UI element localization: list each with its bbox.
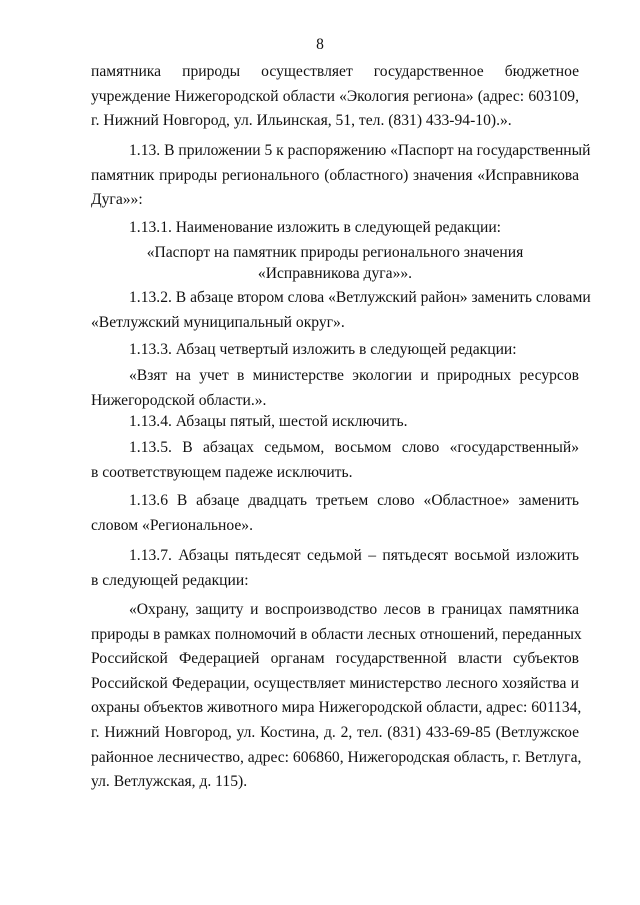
page-number: 8 [316, 36, 324, 53]
text-line: районное лесничество, адрес: 606860, Нижегородская область, г. Ветлуга, [91, 748, 582, 766]
text-line: Российской Федерации, осуществляет министерство лесного хозяйства и [91, 674, 579, 692]
text-line: 1.13.3. Абзац четвертый изложить в следующей редакции: [129, 341, 517, 358]
text-line: ул. Ветлужская, д. 115). [91, 773, 248, 791]
text-line: «Ветлужский муниципальный округ». [91, 313, 345, 331]
text-line: памятника природы осуществляет государственное бюджетное [91, 63, 579, 80]
text-line: «Охрану, защиту и воспроизводство лесов в границах памятника [129, 601, 579, 618]
text-line: Российской Федерацией органам государственной власти субъектов [91, 650, 579, 668]
paragraph-quote-registration [91, 364, 579, 413]
paragraph-continuation [91, 60, 579, 134]
paragraph-1-13-1 [91, 216, 579, 241]
paragraph-1-13-3 [91, 338, 579, 363]
text-line: охраны объектов животного мира Нижегородской области, адрес: 601134, [91, 699, 582, 717]
text-line: 1.13.5. В абзацах седьмом, восьмом слово «государственный» [129, 439, 579, 456]
text-line: 1.13.7. Абзацы пятьдесят седьмой – пятьдесят восьмой изложить [129, 547, 579, 564]
paragraph-quote-protection [91, 598, 582, 795]
text-line: памятник природы регионального (областного) значения «Исправникова [91, 166, 579, 184]
text-line: в следующей редакции: [91, 571, 249, 589]
text-line: г. Нижний Новгород, ул. Костина, д. 2, тел. (831) 433-69-85 (Ветлужское [91, 723, 579, 741]
text-line: г. Нижний Новгород, ул. Ильинская, 51, тел. (831) 433-94-10).». [91, 112, 512, 130]
paragraph-1-13-5 [91, 436, 579, 485]
text-line: 1.13.6 В абзаце двадцать третьем слово «Областное» заменить [129, 492, 579, 509]
text-line: 1.13. В приложении 5 к распоряжению «Паспорт на государственный [129, 142, 591, 159]
text-line: 1.13.4. Абзацы пятый, шестой исключить. [129, 413, 408, 430]
paragraph-1-13 [91, 139, 591, 213]
title-line: «Исправникова дуга»». [257, 265, 413, 282]
text-line: 1.13.1. Наименование изложить в следующей редакции: [129, 219, 502, 236]
title-line: «Паспорт на памятник природы регионального значения [146, 244, 524, 261]
text-line: в соответствующем падеже исключить. [91, 463, 353, 481]
paragraph-1-13-7 [91, 544, 579, 593]
text-line: Нижегородской области.». [91, 391, 267, 409]
passport-title [91, 242, 579, 284]
text-line: Дуга»»: [91, 191, 143, 209]
text-line: «Взят на учет в министерстве экологии и природных ресурсов [129, 367, 579, 384]
text-line: словом «Региональное». [91, 516, 253, 534]
paragraph-1-13-6 [91, 489, 579, 538]
text-line: природы в рамках полномочий в области лесных отношений, переданных [91, 625, 582, 643]
paragraph-1-13-2 [91, 286, 591, 335]
text-line: 1.13.2. В абзаце втором слова «Ветлужский район» заменить словами [129, 289, 591, 306]
paragraph-1-13-4 [91, 410, 579, 435]
text-line: учреждение Нижегородской области «Экология региона» (адрес: 603109, [91, 87, 579, 105]
